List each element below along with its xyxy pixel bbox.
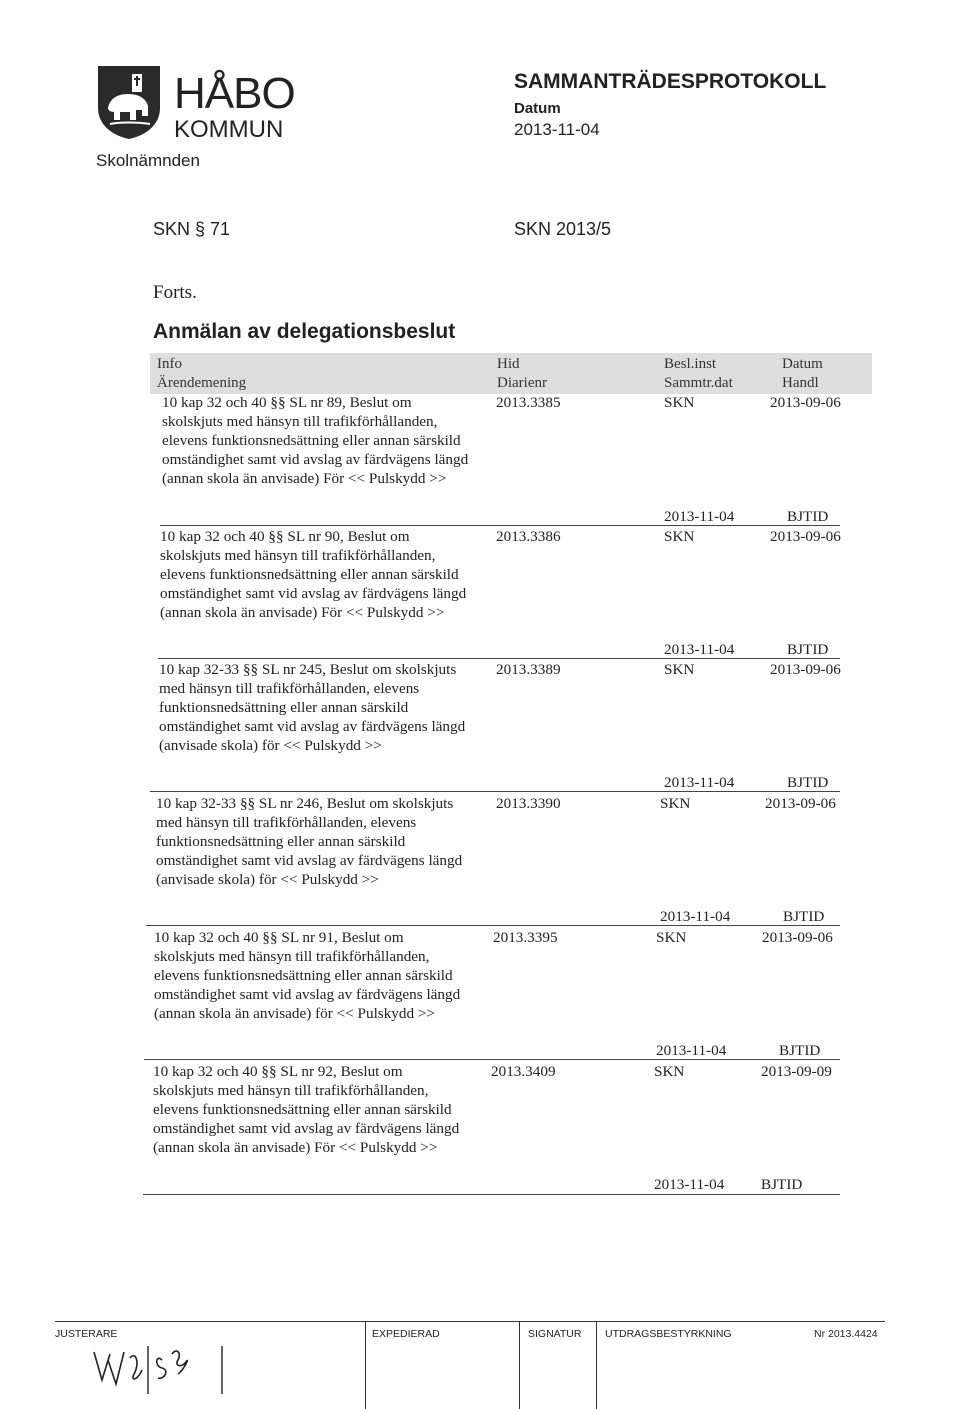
entry-handler: BJTID (787, 774, 829, 791)
entry-beslinst: SKN (664, 394, 695, 411)
header-handl: Handl (782, 375, 819, 391)
entry-diarienr: 2013.3385 (496, 394, 561, 411)
entry-diarienr: 2013.3409 (491, 1063, 556, 1080)
entry-description: 10 kap 32-33 §§ SL nr 245, Beslut om skolskjuts med hänsyn till trafikförhållanden, elevens funktionsnedsättning eller annan särskild omständighet samt vid avslag av färdvägens längd (anvisade skola) för << Pulskydd >> (159, 661, 466, 754)
header-beslinst: Besl.inst (664, 356, 717, 372)
entry-handler: BJTID (779, 1042, 821, 1059)
entry-divider (143, 1194, 840, 1195)
footer-signatur-label: SIGNATUR (528, 1328, 582, 1340)
header-datum: Datum (782, 356, 823, 372)
entry-description: 10 kap 32 och 40 §§ SL nr 90, Beslut om skolskjuts med hänsyn till trafikförhållanden, elevens funktionsnedsättning eller annan särskild omständighet samt vid avslag av färdvägens längd (annan skola än anvisade) För << Pulskydd >> (160, 528, 467, 621)
footer-utdragsbestyrkning-label: UTDRAGSBESTYRKNING (605, 1328, 732, 1340)
brand-name: HÅBO (174, 69, 295, 118)
footer-column-divider (596, 1321, 597, 1409)
header-sammtr-dat: Sammtr.dat (664, 375, 733, 391)
brand-subtitle: KOMMUN (174, 116, 284, 143)
entry-divider (158, 658, 840, 659)
entry-diarienr: 2013.3389 (496, 661, 561, 678)
entry-datum: 2013-09-06 (770, 661, 841, 678)
continued-label: Forts. (153, 282, 197, 303)
entry-handler: BJTID (787, 508, 829, 525)
header-diarienr: Diarienr (497, 375, 547, 391)
entry-datum: 2013-09-06 (765, 795, 836, 812)
entry-diarienr: 2013.3390 (496, 795, 561, 812)
entry-description: 10 kap 32 och 40 §§ SL nr 89, Beslut om skolskjuts med hänsyn till trafikförhållanden, elevens funktionsnedsättning eller annan särskild omständighet samt vid avslag av färdvägens längd (annan skola än anvisade) För << Pulskydd >> (162, 394, 469, 487)
entry-beslinst: SKN (664, 661, 695, 678)
entry-handler: BJTID (783, 908, 825, 925)
entry-sammtr-date: 2013-11-04 (664, 641, 735, 658)
entry-divider (150, 791, 840, 792)
entry-datum: 2013-09-06 (770, 528, 841, 545)
case-reference: SKN 2013/5 (514, 219, 612, 239)
section-title: Anmälan av delegationsbeslut (153, 320, 456, 343)
footer-top-rule (55, 1321, 885, 1322)
entry-divider (144, 1059, 840, 1060)
entry-datum: 2013-09-06 (770, 394, 841, 411)
entry-description: 10 kap 32-33 §§ SL nr 246, Beslut om skolskjuts med hänsyn till trafikförhållanden, elevens funktionsnedsättning eller annan särskild omständighet samt vid avslag av färdvägens längd (anvisade skola) för << Pulskydd >> (156, 795, 463, 888)
department-name: Skolnämnden (96, 151, 200, 170)
entry-datum: 2013-09-06 (762, 929, 833, 946)
entry-beslinst: SKN (664, 528, 695, 545)
entry-beslinst: SKN (654, 1063, 685, 1080)
entry-sammtr-date: 2013-11-04 (660, 908, 731, 925)
entry-datum: 2013-09-09 (761, 1063, 832, 1080)
header-hid: Hid (497, 356, 520, 372)
entry-description: 10 kap 32 och 40 §§ SL nr 91, Beslut om skolskjuts med hänsyn till trafikförhållanden, elevens funktionsnedsättning eller annan särskild omständighet samt vid avslag av färdvägens längd (annan skola än anvisade) för << Pulskydd >> (154, 929, 461, 1022)
handwritten-initials-signature (90, 1340, 240, 1395)
entry-divider (160, 525, 840, 526)
header-arendemening: Ärendemening (157, 375, 247, 391)
entry-divider (146, 925, 840, 926)
document-type: SAMMANTRÄDESPROTOKOLL (514, 70, 827, 93)
footer-expedierad-label: EXPEDIERAD (372, 1328, 440, 1340)
entry-diarienr: 2013.3386 (496, 528, 561, 545)
entry-sammtr-date: 2013-11-04 (664, 508, 735, 525)
entry-handler: BJTID (761, 1176, 803, 1193)
entry-beslinst: SKN (660, 795, 691, 812)
header-info: Info (157, 356, 182, 372)
municipality-crest-icon (96, 64, 162, 140)
footer-document-number: Nr 2013.4424 (814, 1328, 878, 1340)
footer-column-divider (519, 1321, 520, 1409)
date-value: 2013-11-04 (514, 120, 600, 139)
entry-diarienr: 2013.3395 (493, 929, 558, 946)
date-label: Datum (514, 100, 561, 117)
entry-sammtr-date: 2013-11-04 (664, 774, 735, 791)
paragraph-reference: SKN § 71 (153, 219, 231, 239)
entry-sammtr-date: 2013-11-04 (654, 1176, 725, 1193)
entry-beslinst: SKN (656, 929, 687, 946)
entry-description: 10 kap 32 och 40 §§ SL nr 92, Beslut om skolskjuts med hänsyn till trafikförhållanden, elevens funktionsnedsättning eller annan särskild omständighet samt vid avslag av färdvägens längd (annan skola än anvisade) För << Pulskydd >> (153, 1063, 460, 1156)
footer-column-divider (365, 1321, 366, 1409)
entry-sammtr-date: 2013-11-04 (656, 1042, 727, 1059)
footer-justerare-label: JUSTERARE (55, 1328, 118, 1340)
entry-handler: BJTID (787, 641, 829, 658)
